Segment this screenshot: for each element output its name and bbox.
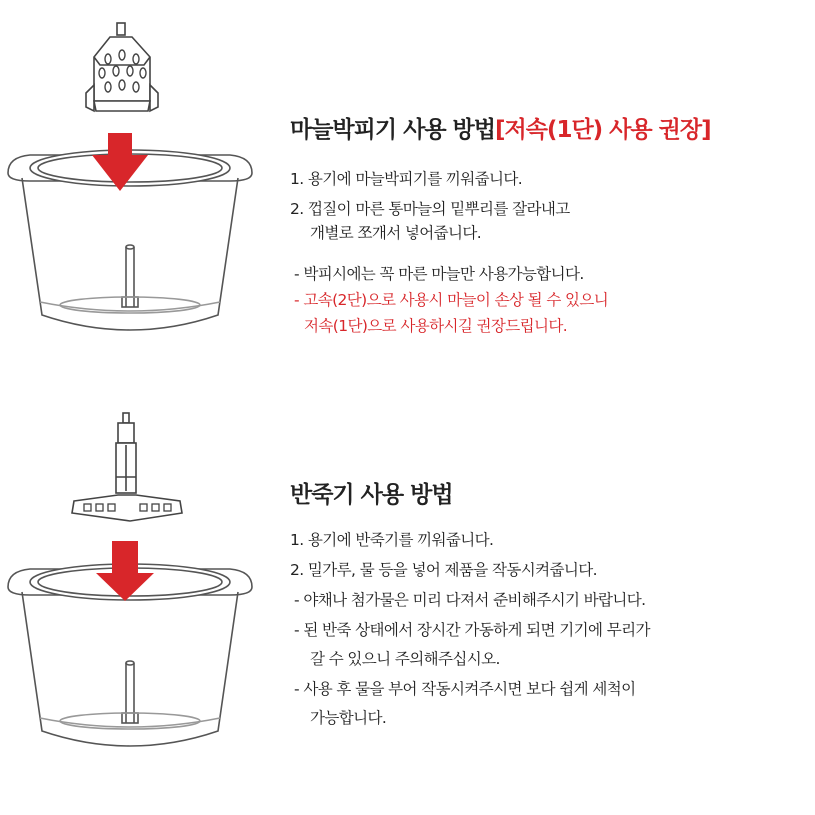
garlic-title-main: 마늘박피기 사용 방법 xyxy=(290,117,495,143)
dough-hook-instructions xyxy=(290,480,810,740)
garlic-step-2: 2. 껍질이 마른 통마늘의 밑뿌리를 잘라내고 xyxy=(290,200,570,218)
garlic-peeler-attachment-icon xyxy=(86,23,158,111)
garlic-peeler-title xyxy=(290,115,810,145)
dough-step-2: 2. 밀가루, 물 등을 넣어 제품을 작동시켜줍니다. xyxy=(290,561,597,579)
garlic-title-note: [저속(1단) 사용 권장] xyxy=(494,117,711,143)
dough-hook-attachment-icon xyxy=(72,413,182,521)
garlic-peeler-illustration xyxy=(0,15,270,345)
garlic-warning: - 고속(2단)으로 사용시 마늘이 손상 될 수 있으니 xyxy=(294,291,609,309)
dough-note-cleaning-cont: 가능합니다. xyxy=(310,709,387,727)
dough-note-cleaning: - 사용 후 물을 부어 작동시켜주시면 보다 쉽게 세척이 xyxy=(294,680,636,698)
dough-hook-title xyxy=(290,480,810,510)
dough-hook-illustration xyxy=(0,405,270,775)
dough-note-overload-cont: 갈 수 있으니 주의해주십시오. xyxy=(310,650,500,668)
garlic-note-dry: - 박피시에는 꼭 마른 마늘만 사용가능합니다. xyxy=(294,265,584,283)
garlic-step-1: 1. 용기에 마늘박피기를 끼워줍니다. xyxy=(290,170,523,188)
garlic-warning-cont: 저속(1단)으로 사용하시길 권장드립니다. xyxy=(304,317,568,335)
dough-title-main: 반죽기 사용 방법 xyxy=(290,482,453,508)
dough-step-1: 1. 용기에 반죽기를 끼워줍니다. xyxy=(290,531,494,549)
garlic-step-2-cont: 개별로 쪼개서 넣어줍니다. xyxy=(310,224,482,242)
dough-note-prep: - 야채나 첨가물은 미리 다져서 준비해주시기 바랍니다. xyxy=(294,591,646,609)
garlic-peeler-instructions xyxy=(290,115,810,345)
dough-note-overload: - 된 반죽 상태에서 장시간 가동하게 되면 기기에 무리가 xyxy=(294,621,650,639)
